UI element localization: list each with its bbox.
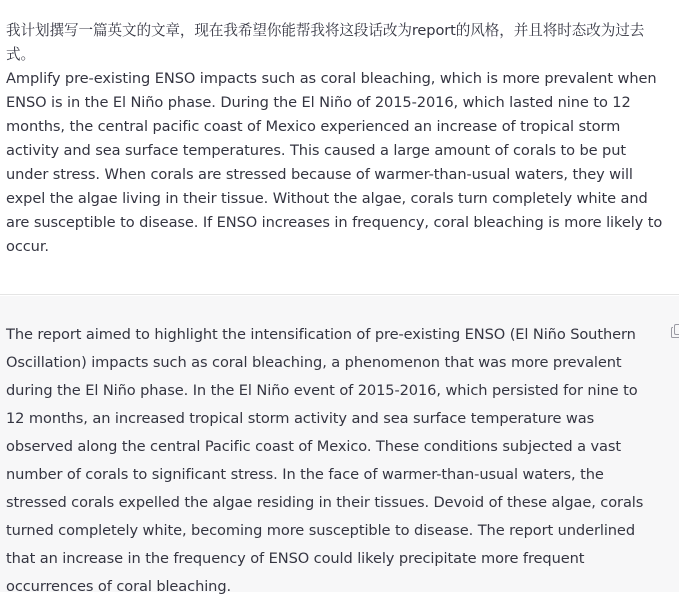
assistant-message	[0, 296, 679, 592]
copy-icon	[671, 324, 679, 338]
assistant-message-text: The report aimed to highlight the intensification of pre-existing ENSO (El Niño Southern Oscillation) impacts such as coral bleaching, a phenomenon that was more prevalent during the El Niño phase. In the El Niño event of 2015-2016, which persisted for nine to 12 months, an increased tropical storm activity and sea surface temperature was observed along the central Pacific coast of Mexico. These conditions subjected a vast number of corals to significant stress. In the face of warmer-than-usual waters, the stressed corals expelled the algae residing in their tissues. Devoid of these algae, corals turned completely white, becoming more susceptible to disease. The report underlined that an increase in the frequency of ENSO could likely precipitate more frequent occurrences of coral bleaching.	[6, 321, 660, 601]
copy-button[interactable]	[671, 324, 679, 338]
user-message-text: 我计划撰写一篇英文的文章，现在我希望你能帮我将这段话改为report的风格，并且将时态改为过去式。 Amplify pre-existing ENSO impacts such as coral bleaching, which is more prevalent when ENSO is in the El Niño phase. During the El Niño of 2015-2016, which lasted nine to 12 months, the central pacific coast of Mexico experienced an increase of tropical storm activity and sea surface temperatures. This caused a large amount of corals to be put under stress. When corals are stressed because of warmer-than-usual waters, they will expel the algae living in their tissue. Without the algae, corals turn completely white and are susceptible to disease. If ENSO increases in frequency, coral bleaching is more likely to occur.	[6, 19, 668, 259]
user-message	[0, 0, 679, 295]
